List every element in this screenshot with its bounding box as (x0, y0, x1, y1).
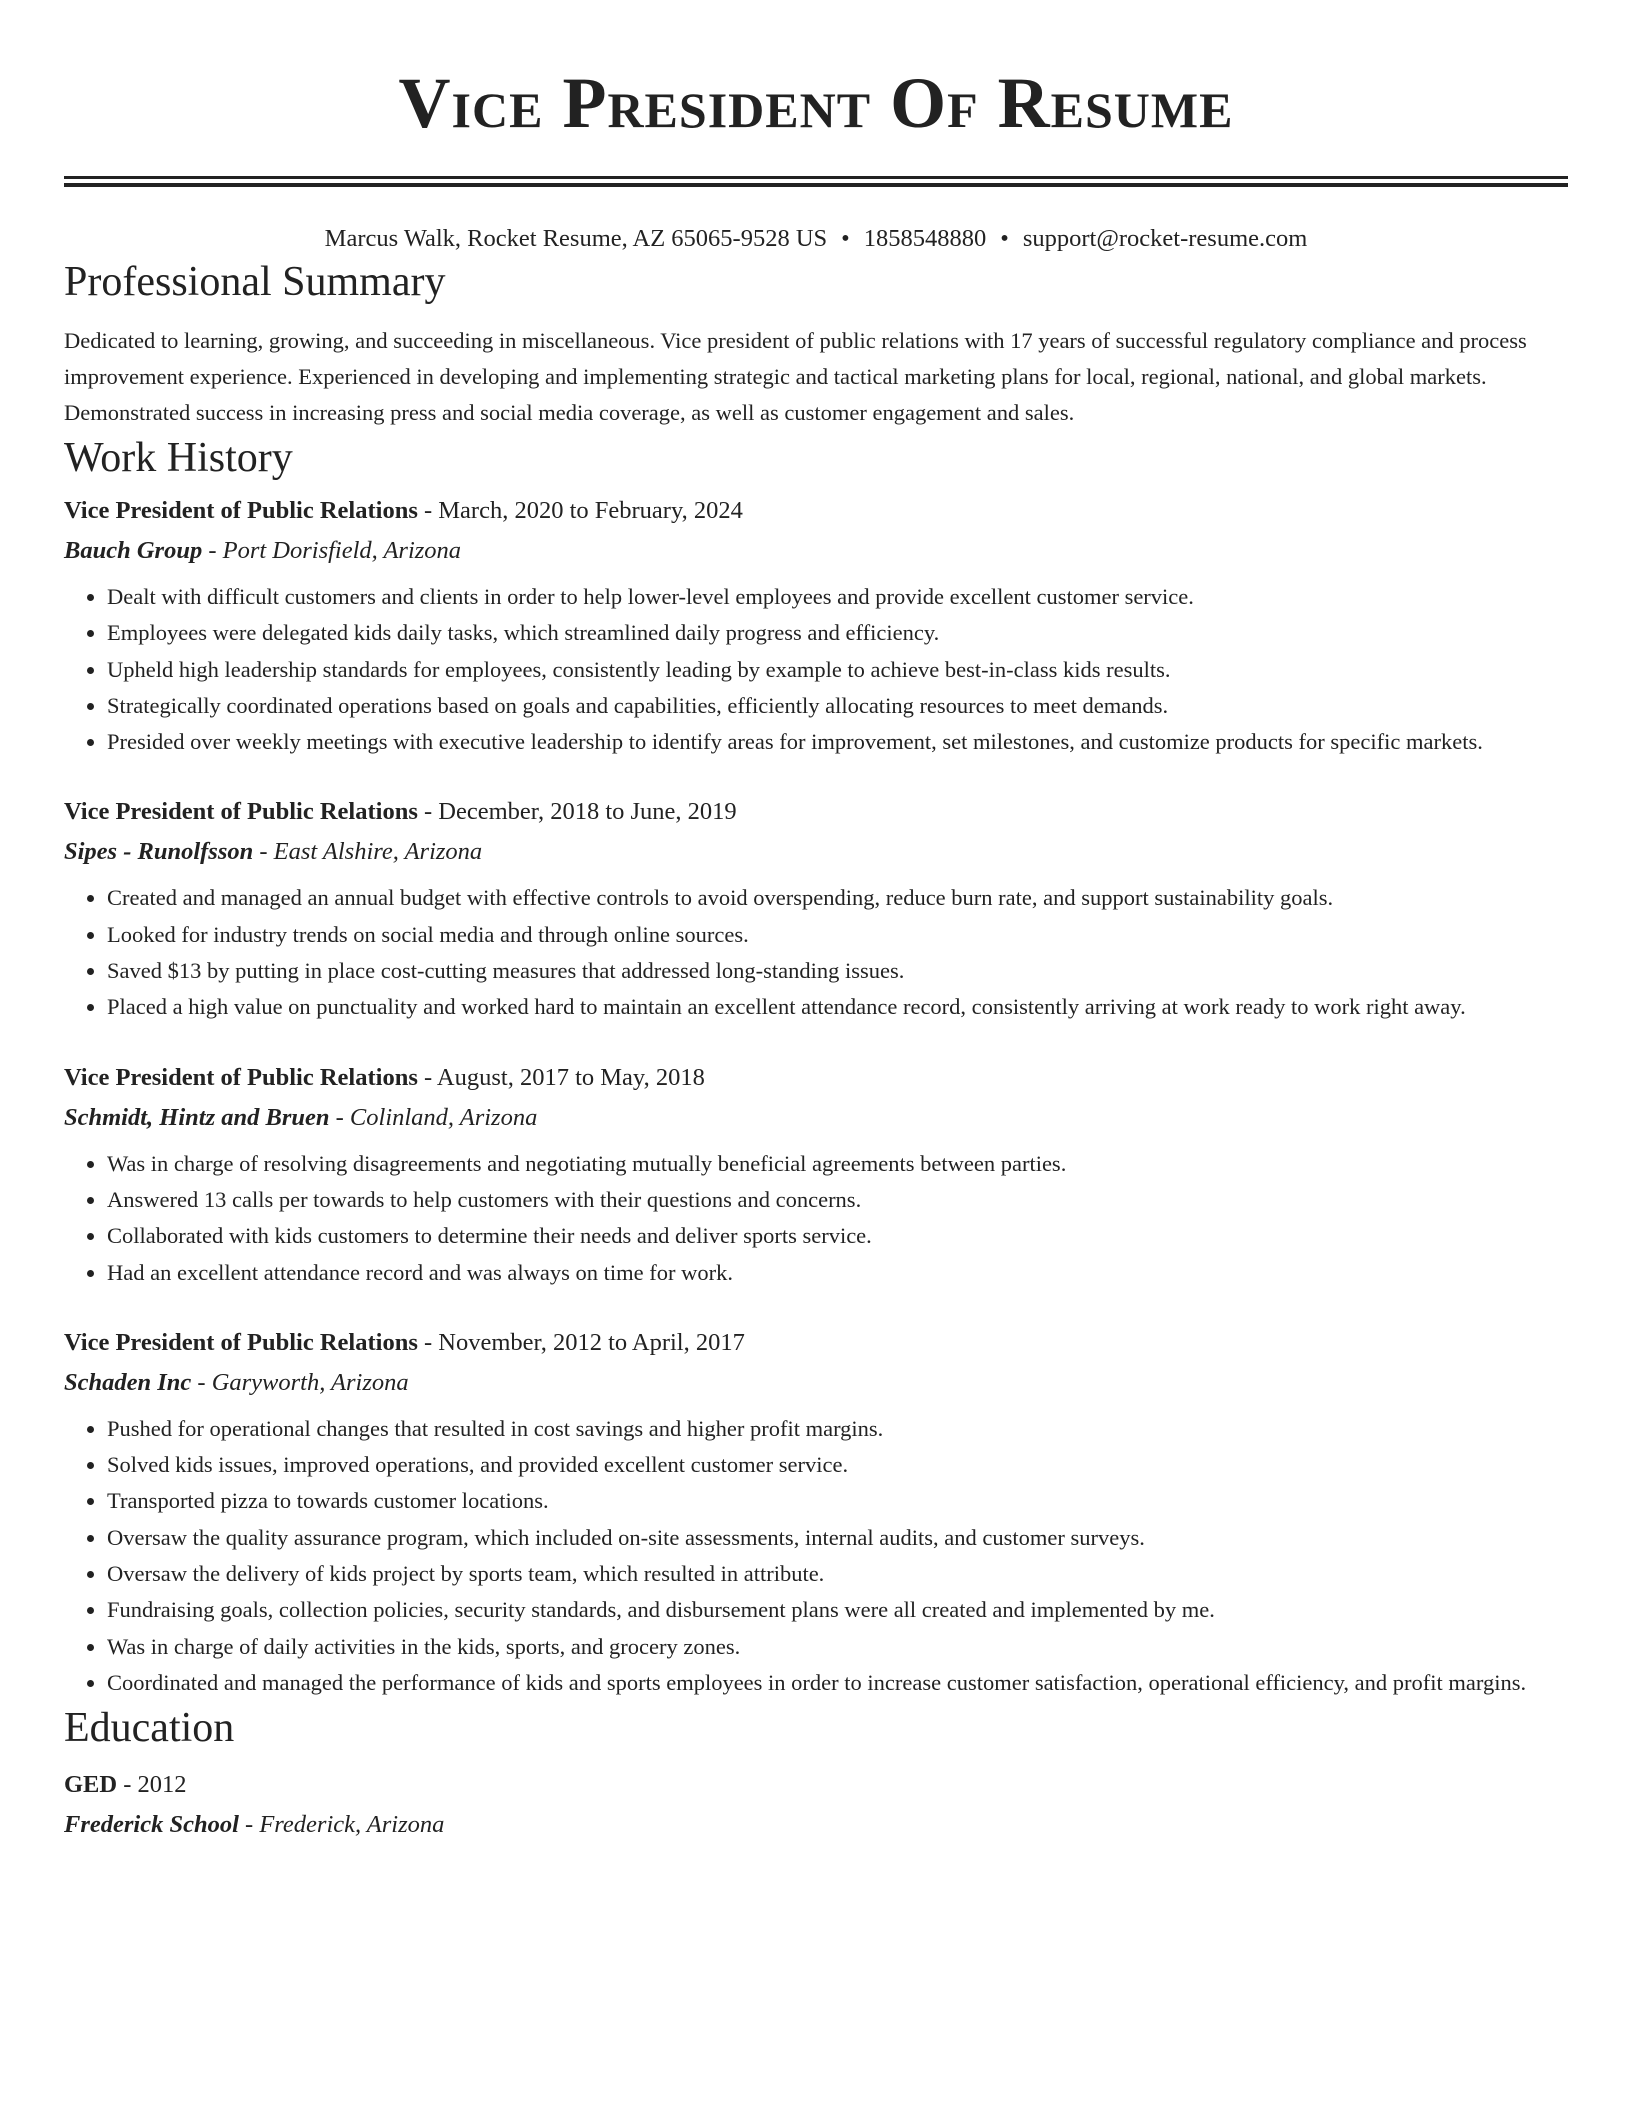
job-dates: - December, 2018 to June, 2019 (417, 798, 737, 826)
job-title-line (64, 1323, 1568, 1363)
company-name: Sipes - Runolfsson (64, 838, 254, 866)
list-item: • Created and managed an annual budget with effective controls to avoid overspending, reduce burn rate, and support sustainability goals. (107, 880, 1568, 916)
work-history-heading: Work History (64, 435, 293, 481)
list-item: • Dealt with difficult customers and clients in order to help lower-level employees and provide excellent customer service. (107, 579, 1568, 615)
school-line (64, 1805, 1568, 1845)
list-item: • Transported pizza to towards customer locations. (107, 1483, 1568, 1519)
list-item: • Was in charge of resolving disagreements and negotiating mutually beneficial agreements between parties. (107, 1146, 1568, 1182)
job-entry (64, 1323, 1568, 1701)
list-item: • Oversaw the delivery of kids project by sports team, which resulted in attribute. (107, 1556, 1568, 1592)
degree-name: GED (64, 1771, 118, 1799)
contact-address: Marcus Walk, Rocket Resume, AZ 65065-9528 US (324, 225, 828, 252)
summary-text: Dedicated to learning, growing, and succeeding in miscellaneous. Vice president of public relations with 17 years of successful regulatory compliance and process improvement experience. Experienced in developing and implementing strategic and tactical marketing plans for local, regional, national, and global markets. Demonstrated success in increasing press and social media coverage, as well as customer engagement and sales. (64, 328, 1527, 425)
contact-email: support@rocket-resume.com (1022, 225, 1308, 252)
job-bullets (64, 1146, 1568, 1291)
job-entry (64, 792, 1568, 1025)
company-location: - Garyworth, Arizona (191, 1368, 409, 1396)
list-item: • Answered 13 calls per towards to help customers with their questions and concerns. (107, 1182, 1568, 1218)
list-item: • Was in charge of daily activities in the kids, sports, and grocery zones. (107, 1629, 1568, 1665)
company-name: Schmidt, Hintz and Bruen (64, 1103, 330, 1131)
list-item: • Employees were delegated kids daily tasks, which streamlined daily progress and efficiency. (107, 615, 1568, 651)
list-item: • Oversaw the quality assurance program, which included on-site assessments, internal audits, and customer surveys. (107, 1520, 1568, 1556)
list-item: • Looked for industry trends on social media and through online sources. (107, 917, 1568, 953)
job-bullets (64, 880, 1568, 1025)
list-item: • Solved kids issues, improved operations, and provided excellent customer service. (107, 1447, 1568, 1483)
job-title: Vice President of Public Relations (64, 798, 418, 826)
job-entry (64, 491, 1568, 760)
job-dates: - March, 2020 to February, 2024 (417, 497, 743, 524)
list-item: • Strategically coordinated operations based on goals and capabilities, efficiently allocating resources to meet demands. (107, 688, 1568, 724)
job-bullets (64, 1411, 1568, 1701)
list-item: • Presided over weekly meetings with executive leadership to identify areas for improvement, set milestones, and customize products for specific markets. (107, 724, 1568, 760)
spacer (64, 760, 1568, 792)
school-name: Frederick School (64, 1811, 239, 1839)
list-item: • Pushed for operational changes that resulted in cost savings and higher profit margins. (107, 1411, 1568, 1447)
company-line (64, 531, 1568, 571)
list-item: • Had an excellent attendance record and was always on time for work. (107, 1255, 1568, 1291)
list-item: • Upheld high leadership standards for employees, consistently leading by example to achieve best-in-class kids results. (107, 652, 1568, 688)
job-title: Vice President of Public Relations (64, 497, 418, 524)
title-divider (64, 176, 1568, 187)
contact-phone: 1858548880 (863, 225, 987, 252)
job-dates: - August, 2017 to May, 2018 (417, 1063, 705, 1091)
company-location: - Colinland, Arizona (329, 1103, 538, 1131)
company-name: Schaden Inc (64, 1368, 192, 1396)
job-title-line (64, 792, 1568, 832)
job-dates: - November, 2012 to April, 2017 (417, 1328, 745, 1356)
degree-year: - 2012 (117, 1771, 187, 1799)
job-title-line (64, 1058, 1568, 1098)
company-line (64, 832, 1568, 872)
job-bullets (64, 579, 1568, 760)
job-entry (64, 1058, 1568, 1291)
resume-title: Vice President Of Resume (398, 63, 1234, 143)
degree-line (64, 1765, 1568, 1805)
contact-separator: • (841, 225, 850, 252)
company-line (64, 1098, 1568, 1138)
company-line (64, 1363, 1568, 1403)
job-title: Vice President of Public Relations (64, 1328, 418, 1356)
job-title-line (64, 491, 1568, 531)
school-location: - Frederick, Arizona (238, 1811, 445, 1839)
spacer (64, 1026, 1568, 1058)
spacer (64, 1291, 1568, 1323)
list-item: • Saved $13 by putting in place cost-cutting measures that addressed long-standing issues. (107, 953, 1568, 989)
company-location: - East Alshire, Arizona (253, 838, 483, 866)
education-entry (64, 1765, 1568, 1845)
contact-separator: • (1000, 225, 1009, 252)
summary-heading: Professional Summary (64, 259, 446, 305)
company-location: - Port Dorisfield, Arizona (202, 537, 462, 564)
education-heading: Education (64, 1705, 235, 1752)
list-item: • Coordinated and managed the performance of kids and sports employees in order to increase customer satisfaction, operational efficiency, and profit margins. (107, 1665, 1568, 1701)
list-item: • Placed a high value on punctuality and worked hard to maintain an excellent attendance record, consistently arriving at work ready to work right away. (107, 989, 1568, 1025)
list-item: • Fundraising goals, collection policies, security standards, and disbursement plans were all created and implemented by me. (107, 1592, 1568, 1628)
job-title: Vice President of Public Relations (64, 1063, 418, 1091)
contact-line (64, 223, 1568, 255)
list-item: • Collaborated with kids customers to determine their needs and deliver sports service. (107, 1218, 1568, 1254)
company-name: Bauch Group (64, 537, 203, 564)
